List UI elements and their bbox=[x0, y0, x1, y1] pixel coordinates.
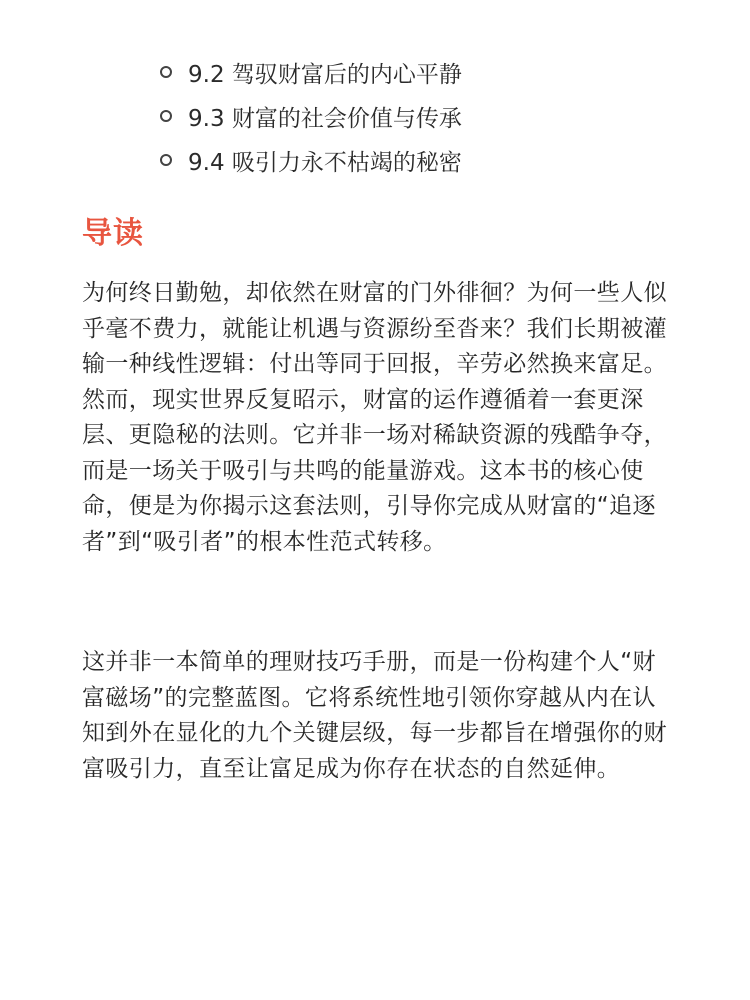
toc-item-label: 9.3 财富的社会价值与传承 bbox=[188, 105, 462, 132]
hollow-circle-bullet-icon bbox=[160, 110, 172, 122]
toc-item-9-2[interactable] bbox=[160, 50, 462, 94]
toc-item-label: 9.4 吸引力永不枯竭的秘密 bbox=[188, 149, 462, 176]
hollow-circle-bullet-icon bbox=[160, 66, 172, 78]
table-of-contents bbox=[160, 50, 462, 182]
hollow-circle-bullet-icon bbox=[160, 154, 172, 166]
section-heading: 导读 bbox=[82, 216, 144, 251]
intro-paragraph-1: 为何终日勤勉，却依然在财富的门外徘徊？为何一些人似乎毫不费力，就能让机遇与资源纷至沓来？我们长期被灌输一种线性逻辑：付出等同于回报，辛劳必然换来富足。然而，现实世界反复昭示，财富的运作遵循着一套更深层、更隐秘的法则。它并非一场对稀缺资源的残酷争夺，而是一场关于吸引与共鸣的能量游戏。这本书的核心使命，便是为你揭示这套法则，引导你完成从财富的“追逐者”到“吸引者”的根本性范式转移。 bbox=[82, 280, 667, 555]
intro-paragraph-2: 这并非一本简单的理财技巧手册，而是一份构建个人“财富磁场”的完整蓝图。它将系统性地引领你穿越从内在认知到外在显化的九个关键层级，每一步都旨在增强你的财富吸引力，直至让富足成为你存在状态的自然延伸。 bbox=[82, 649, 667, 782]
toc-item-9-4[interactable] bbox=[160, 138, 462, 182]
toc-item-label: 9.2 驾驭财富后的内心平静 bbox=[188, 61, 462, 88]
toc-item-9-3[interactable] bbox=[160, 94, 462, 138]
